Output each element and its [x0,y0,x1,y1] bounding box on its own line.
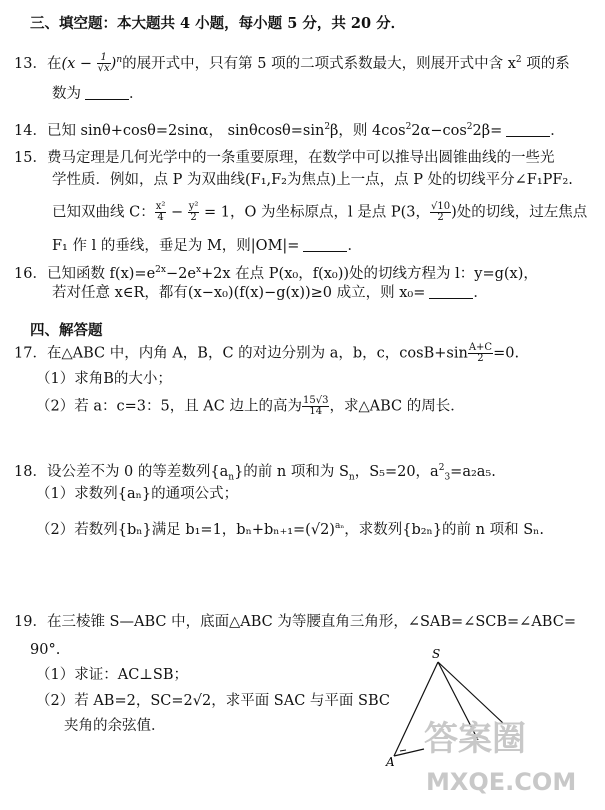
question-17-part1: （1）求角B的大小； [36,371,172,387]
question-13-line1: 13．在(x − $\frac{1}{√x}$ )$^n$的展开式中，只有第 5 项的二项式系数最大，则展开式中含 $x^2$ 项的系 [14,52,570,75]
question-15-line3: 已知双曲线 C： $\frac{\text{x²}}{4}$ − $\frac{\text{y²}}{2}$ = 1，O 为坐标原点，l 是点 P(3， $\frac{√10}{2}$ )处的切线，过左焦点 [52,201,588,223]
question-19-number: 19． [14,614,47,630]
right-angle-mark [400,750,406,751]
edge-sc [438,662,504,724]
question-19-line2: 90°. [30,642,61,658]
question-17-number: 17． [14,345,47,362]
question-15-line4: F₁ 作 l 的垂线，垂足为 M，则|OM|= ． [52,238,362,254]
question-13-line2: 数为 ． [52,86,144,102]
question-18-part1: （1）求数列{aₙ}的通项公式； [36,486,239,502]
question-17-line1: 17．在△ABC 中，内角 A，B，C 的对边分别为 a，b，c，cosB+sin $\frac{A+C}{2}$ =0. [14,342,520,364]
binomial-expression: (x − $\frac{1}{√x}$ )$^n$ [61,52,123,75]
pyramid-figure [380,640,605,806]
question-15-line2: 学性质．例如，点 P 为双曲线(F₁,F₂为焦点)上一点，点 P 处的切线平分∠F₁PF₂. [52,172,573,188]
question-14-number: 14． [14,122,47,139]
label-s: S [432,647,441,661]
question-17-part2: （2）若 a：c=3：5，且 AC 边上的高为 $\frac{15√3}{14}$ ，求△ABC 的周长． [36,395,465,417]
watermark-url: MXQE.COM [426,768,577,796]
section-4-title: 四、解答题 [30,322,103,339]
question-13-number: 13． [14,55,47,72]
label-a: A [386,755,395,769]
answer-blank-16 [429,284,473,299]
question-16-number: 16． [14,265,47,282]
question-15-line1: 15．费马定理是几何光学中的一条重要原理，在数学中可以推导出圆锥曲线的一些光 [14,150,555,166]
pyramid-diagram [380,640,605,806]
question-18-number: 18． [14,463,47,480]
answer-blank-15 [303,237,347,252]
question-18-line1: 18．设公差不为 0 的等差数列$\{a_n\}$的前 n 项和为 $S_n$，S₅=20，$a^2_3=a_2a_5$. [14,463,496,483]
question-19-part2-cont: 夹角的余弦值． [64,718,166,734]
question-19-part2: （2）若 AB=2，SC=2√2，求平面 SAC 与平面 SBC [36,693,390,709]
answer-blank-14 [506,122,550,137]
question-16-line2: 若对任意 x∈R，都有(x−x₀)(f(x)−g(x))≥0 成立，则 x₀= ． [52,285,488,301]
watermark-logo: 答案圈 [424,719,526,759]
question-19-line1: 19．在三棱锥 S—ABC 中，底面△ABC 为等腰直角三角形，∠SAB=∠SCB=∠ABC= [14,614,576,630]
edge-ab [394,749,424,756]
question-18-part2: （2）若数列{bₙ}满足 b₁=1，$b_n+b_{n+1}=(√2)^{a_n}$，求数列{b₂ₙ}的前 n 项和 Sₙ. [36,521,545,538]
question-15-number: 15． [14,150,47,166]
answer-blank-13 [85,85,129,100]
section-3-title: 三、填空题：本大题共 4 小题，每小题 5 分，共 20 分． [30,15,406,32]
question-16-line1: 16．已知函数 $f(x)=e^{2x}-2e^x+2x$ 在点 P(x₀，f(x₀))处的切线方程为 l：y=g(x)， [14,265,538,282]
question-14: 14．已知 sinθ+cosθ=2sinα， $\sin\theta\cos\theta=\sin^2\beta$，则 $4\cos^22\alpha-\cos^22\beta=$ ． [14,122,565,139]
question-19-part1: （1）求证：AC⊥SB； [36,667,189,683]
